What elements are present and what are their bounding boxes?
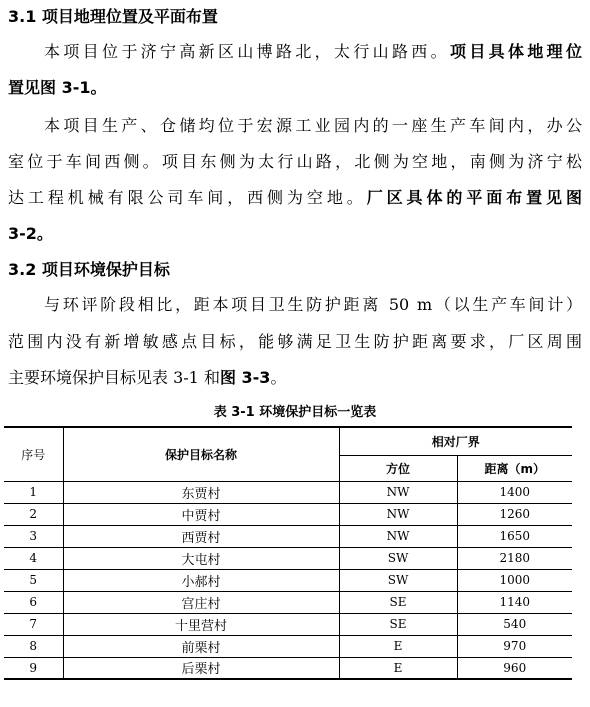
cell-no: 7 [4, 613, 63, 635]
paragraph-line [8, 188, 582, 208]
text-span: 主要环境保护目标见表 3-1 和 [8, 368, 220, 387]
cell-distance: 1400 [457, 481, 572, 503]
table-row [4, 569, 572, 591]
section-heading-3-1: 3.1 项目地理位置及平面布置 [8, 7, 218, 26]
section-heading-3-2: 3.2 项目环境保护目标 [8, 260, 170, 279]
paragraph-line [44, 42, 582, 62]
cell-distance: 1140 [457, 591, 572, 613]
cell-name: 大屯村 [63, 547, 339, 569]
cell-no: 2 [4, 503, 63, 525]
paragraph-line [8, 368, 582, 388]
header-name: 保护目标名称 [63, 427, 339, 481]
cell-no: 8 [4, 635, 63, 657]
protection-targets-table [4, 426, 572, 680]
table-row [4, 613, 572, 635]
table-row [4, 635, 572, 657]
paragraph-line: 室位于车间西侧。项目东侧为太行山路，北侧为空地，南侧为济宁松 [8, 152, 582, 171]
paragraph-line: 与环评阶段相比，距本项目卫生防护距离 50 m（以生产车间计） [44, 295, 582, 314]
cell-distance: 2180 [457, 547, 572, 569]
cell-distance: 1650 [457, 525, 572, 547]
cell-direction: NW [339, 525, 457, 547]
cell-no: 3 [4, 525, 63, 547]
cell-name: 十里营村 [63, 613, 339, 635]
text-span: 本项目位于济宁高新区山博路北，太行山路西。 [44, 42, 450, 61]
cell-direction: SW [339, 547, 457, 569]
figure-reference: 置见图 3-1。 [8, 78, 107, 97]
cell-no: 6 [4, 591, 63, 613]
table-row [4, 547, 572, 569]
figure-reference: 厂区具体的平面布置见图 [366, 188, 582, 207]
cell-name: 小郝村 [63, 569, 339, 591]
figure-reference: 3-2。 [8, 224, 53, 243]
table-body [4, 481, 572, 679]
cell-direction: SE [339, 591, 457, 613]
figure-reference: 项目具体地理位 [449, 42, 582, 61]
text-span: 。 [270, 368, 287, 387]
cell-distance: 1000 [457, 569, 572, 591]
table-row [4, 591, 572, 613]
cell-direction: SE [339, 613, 457, 635]
text-span: 达工程机械有限公司车间，西侧为空地。 [8, 188, 367, 207]
table-caption: 表 3-1 环境保护目标一览表 [213, 405, 377, 420]
cell-name: 前栗村 [63, 635, 339, 657]
cell-distance: 970 [457, 635, 572, 657]
cell-no: 4 [4, 547, 63, 569]
cell-distance: 1260 [457, 503, 572, 525]
cell-name: 东贾村 [63, 481, 339, 503]
cell-direction: NW [339, 503, 457, 525]
header-no: 序号 [4, 427, 63, 481]
cell-name: 宫庄村 [63, 591, 339, 613]
cell-direction: E [339, 635, 457, 657]
table-row [4, 657, 572, 679]
table-row [4, 503, 572, 525]
cell-direction: SW [339, 569, 457, 591]
cell-name: 中贾村 [63, 503, 339, 525]
table-row [4, 481, 572, 503]
paragraph-line: 本项目生产、仓储均位于宏源工业园内的一座生产车间内，办公 [44, 116, 582, 135]
figure-reference: 图 3-3 [219, 368, 271, 387]
cell-distance: 960 [457, 657, 572, 679]
cell-name: 西贾村 [63, 525, 339, 547]
cell-no: 1 [4, 481, 63, 503]
cell-no: 9 [4, 657, 63, 679]
header-direction: 方位 [339, 455, 457, 481]
header-distance: 距离（m） [457, 455, 572, 481]
cell-distance: 540 [457, 613, 572, 635]
cell-name: 后栗村 [63, 657, 339, 679]
paragraph-line: 范围内没有新增敏感点目标，能够满足卫生防护距离要求，厂区周围 [8, 332, 582, 351]
cell-no: 5 [4, 569, 63, 591]
table-row [4, 525, 572, 547]
cell-direction: NW [339, 481, 457, 503]
header-relative: 相对厂界 [339, 427, 572, 455]
cell-direction: E [339, 657, 457, 679]
